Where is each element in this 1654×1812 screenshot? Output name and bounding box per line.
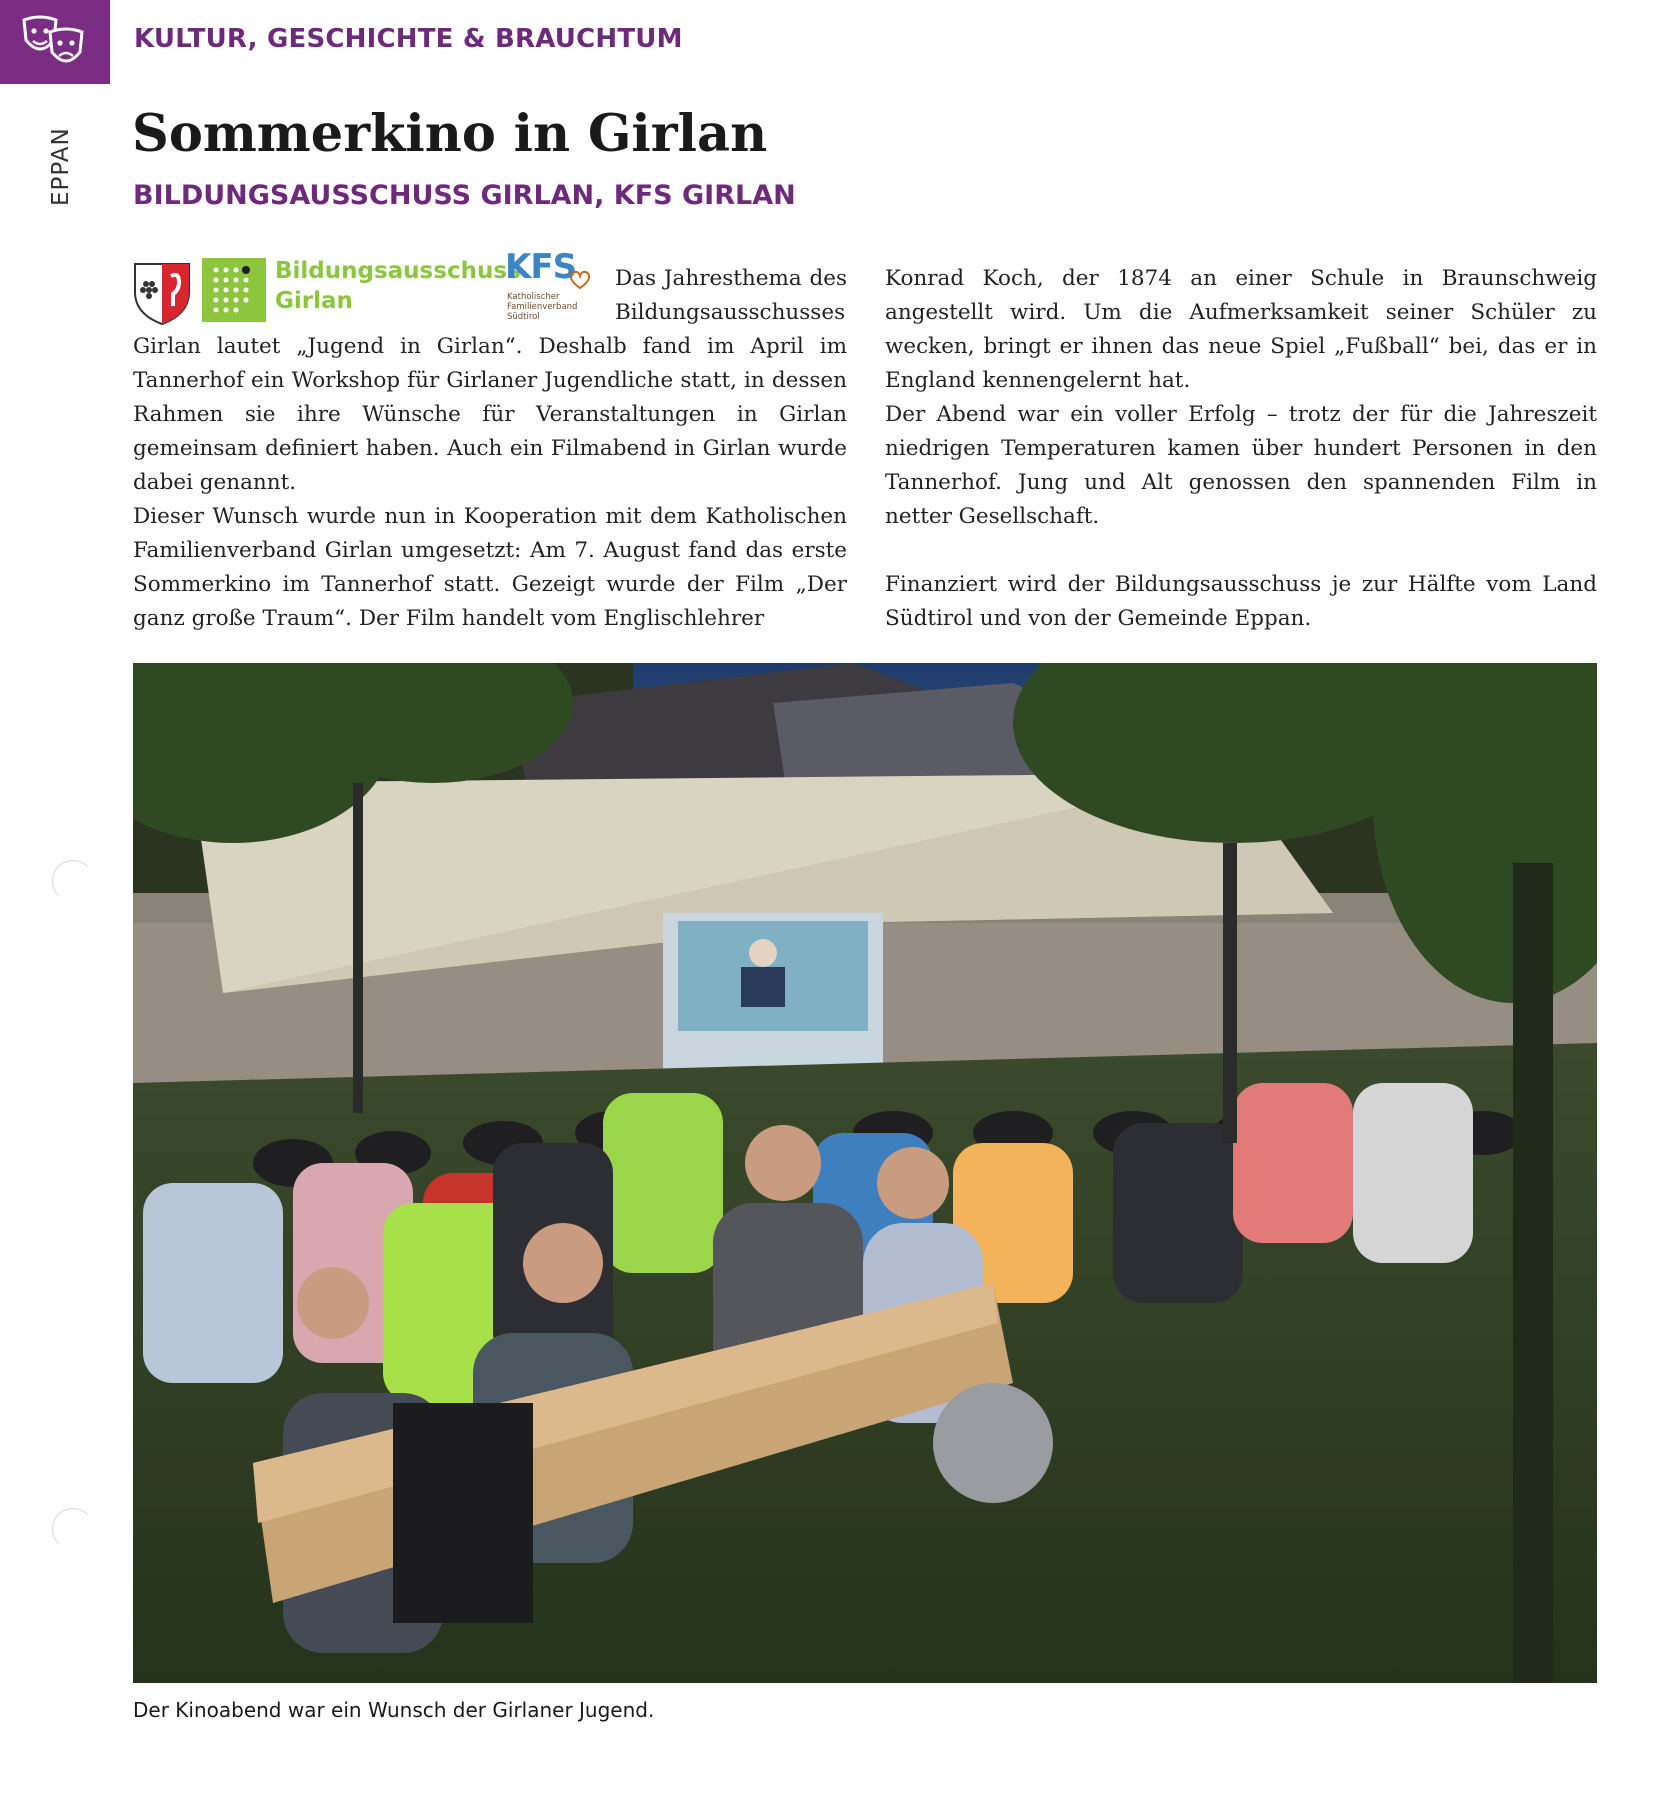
section-side-label: EPPAN	[48, 127, 74, 206]
text-column-left	[133, 247, 847, 636]
bildungsausschuss-logo-text: Bildungsausschuss Girlan	[275, 258, 521, 314]
paragraph: Finanziert wird der Bildungsausschuss je zur Hälfte vom Land Südtirol und von der Gemeinde Eppan.	[885, 572, 1597, 631]
theater-masks-icon	[18, 14, 88, 70]
article-subtitle: BILDUNGSAUSSCHUSS GIRLAN, KFS GIRLAN	[133, 180, 796, 211]
punch-hole	[52, 1508, 94, 1550]
logo-row	[133, 247, 601, 330]
category-heading: KULTUR, GESCHICHTE & BRAUCHTUM	[134, 24, 683, 54]
paragraph: Dieser Wunsch wurde nun in Kooperation mit dem Katholischen Familienverband Girlan umgesetzt: Am 7. August fand das erste Sommerkino im Tannerhof statt. Gezeigt wurde der Film „Der ganz große Traum“. Der Film handelt vom Englischlehrer	[133, 504, 847, 631]
paragraph: Der Abend war ein voller Erfolg – trotz der für die Jahreszeit niedrigen Temperaturen kamen über hundert Personen in den Tannerhof. Jung und Alt genossen den spannenden Film in netter Gesellschaft.	[885, 402, 1597, 529]
kfs-logo-text: KFS	[505, 247, 577, 287]
bildungsausschuss-logo-mark	[202, 258, 266, 322]
paragraph: Konrad Koch, der 1874 an einer Schule in Braunschweig angestellt wird. Um die Aufmerksamkeit seiner Schüler zu wecken, bringt er ihnen das neue Spiel „Fußball“ bei, das er in England kennengelernt hat.	[885, 266, 1597, 393]
category-color-box	[0, 0, 110, 84]
paragraph: Das Jahresthema des Bildungsausschusses Girlan lautet „Jugend in Girlan“. Deshalb fand im April im Tannerhof ein Workshop für Girlaner Jugendliche statt, in dessen Rahmen sie ihre Wünsche für Veranstaltungen in Girlan gemeinsam definiert haben. Auch ein Filmabend in Girlan wurde dabei genannt.	[133, 266, 847, 495]
girlan-crest-logo	[133, 262, 191, 326]
kfs-logo-subtitle: Katholischer Familienverband Südtirol	[507, 292, 578, 322]
text-column-right	[885, 262, 1597, 636]
punch-hole	[52, 860, 94, 902]
article-photo	[133, 663, 1597, 1683]
heart-icon	[569, 270, 591, 290]
photo-caption: Der Kinoabend war ein Wunsch der Girlaner Jugend.	[133, 1698, 655, 1722]
article-title: Sommerkino in Girlan	[132, 104, 768, 164]
outdoor-cinema-photo	[133, 663, 1597, 1683]
